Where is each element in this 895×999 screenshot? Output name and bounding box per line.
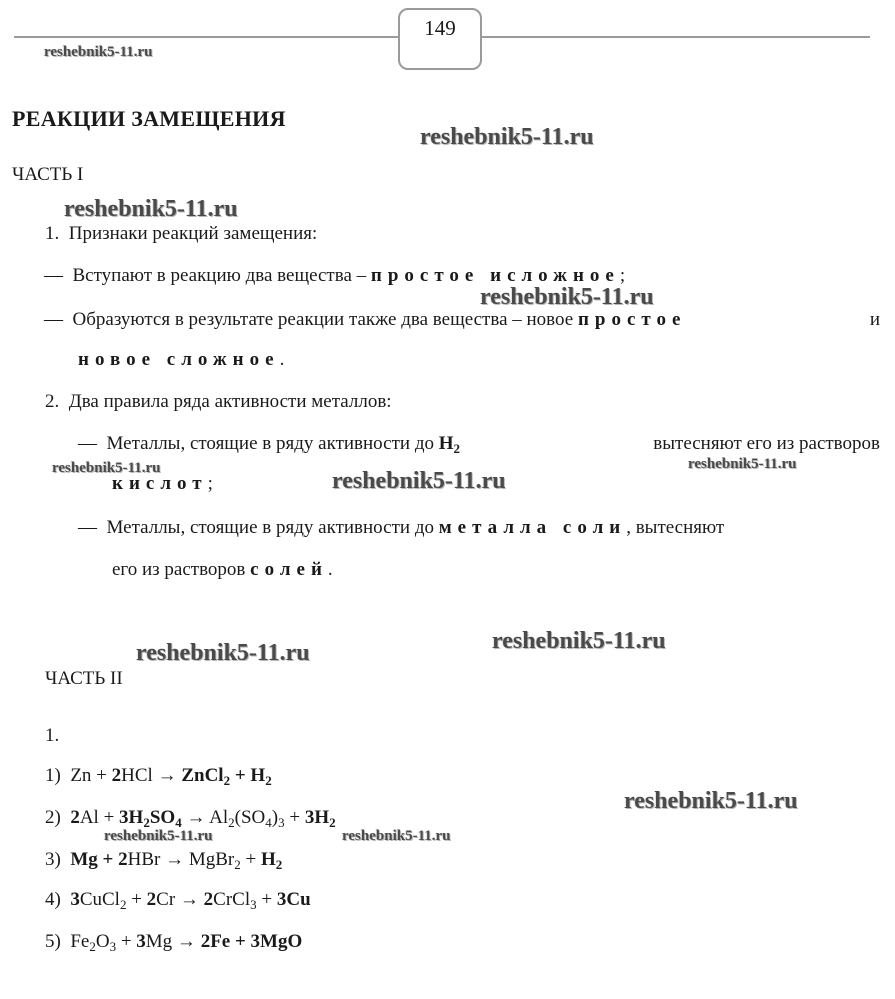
part1-item2 [45,390,392,414]
part1-rule2-cont [112,558,333,582]
dash: — [44,265,63,286]
part2-number: 1. [45,725,60,746]
emphasis-new-complex: новое сложное [78,349,280,370]
part1-rule1 [78,432,880,456]
emphasis-salt-metal: металла соли [438,517,627,538]
part1-item1 [45,222,317,246]
watermark: reshebnik5-11.ru [44,44,153,60]
emphasis-simple: простое [577,309,687,330]
equation-number: 2) [45,807,61,828]
rule-text: Металлы, стоящие в ряду активности до [106,517,434,538]
equation-2: 2) $2Al + 3H_2SO_4 \to Al_2(SO_4)_3 + 3H_2$ [45,807,336,830]
watermark: reshebnik5-11.ru [480,284,654,310]
item-text: Два правила ряда активности металлов: [68,391,392,412]
header-rule-left [14,36,400,38]
watermark: reshebnik5-11.ru [420,124,594,150]
watermark: reshebnik5-11.ru [332,468,506,494]
watermark: reshebnik5-11.ru [64,196,238,222]
equation-4: 4) 3CuCl$_2$ + 2Cr → 2CrCl$_3$ + 3Cu [45,889,311,912]
emphasis-salts: солей [250,559,328,580]
rule-text-end: , вытесняют [626,517,725,538]
part1-bullet2 [44,308,880,332]
watermark: reshebnik5-11.ru [688,456,797,472]
equation-number: 1) [45,765,61,786]
hydrogen-subscript: 2 [453,441,461,456]
rule-text: Металлы, стоящие в ряду активности до [106,433,434,454]
dash: — [78,517,97,538]
punct: . [279,349,285,370]
bullet-text: Образуются в результате реакции также два вещества – новое [72,309,574,330]
equation-5: 5) $Fe_2O_3 + 3Mg \to 2Fe + 3MgO$ [45,931,303,954]
rule-text: его из растворов [112,559,246,580]
punct: . [327,559,333,580]
emphasis-complex: сложное [507,265,620,286]
part2-heading: ЧАСТЬ II [45,668,123,689]
watermark: reshebnik5-11.ru [492,628,666,654]
emphasis-acids: кислот [112,473,208,494]
bullet-text: Вступают в реакцию два вещества – [72,265,367,286]
header-rule-right [478,36,870,38]
watermark: reshebnik5-11.ru [52,460,161,476]
equation-number: 5) [45,931,61,952]
page-number: 149 [424,16,456,40]
item-number: 2. [45,391,60,412]
rule-text-end: вытесняют его из растворов [653,433,880,454]
punct: ; [619,265,626,286]
punct: ; [207,473,213,494]
dash: — [78,433,97,454]
page-title: РЕАКЦИИ ЗАМЕЩЕНИЯ [12,106,286,131]
dash: — [44,309,63,330]
watermark: reshebnik5-11.ru [104,828,213,844]
watermark: reshebnik5-11.ru [624,788,798,814]
item-text: Признаки реакций замещения: [68,223,318,244]
equation-1: 1) Zn + 2HCl → ZnCl$_2$ + $H_2$ [45,765,272,788]
item-number: 1. [45,223,60,244]
part1-rule2 [78,516,880,540]
watermark: reshebnik5-11.ru [342,828,451,844]
emphasis-simple: простое и [370,265,508,286]
equation-3: 3) Mg + 2HBr → MgBr$_2$ + $H_2$ [45,849,283,872]
part1-heading: ЧАСТЬ I [12,164,84,185]
hydrogen-symbol: H [438,433,454,454]
equation-number: 4) [45,889,61,910]
part1-bullet2-cont [78,348,284,372]
equation-number: 3) [45,849,61,870]
conjunction: и [869,309,880,330]
watermark: reshebnik5-11.ru [136,640,310,666]
